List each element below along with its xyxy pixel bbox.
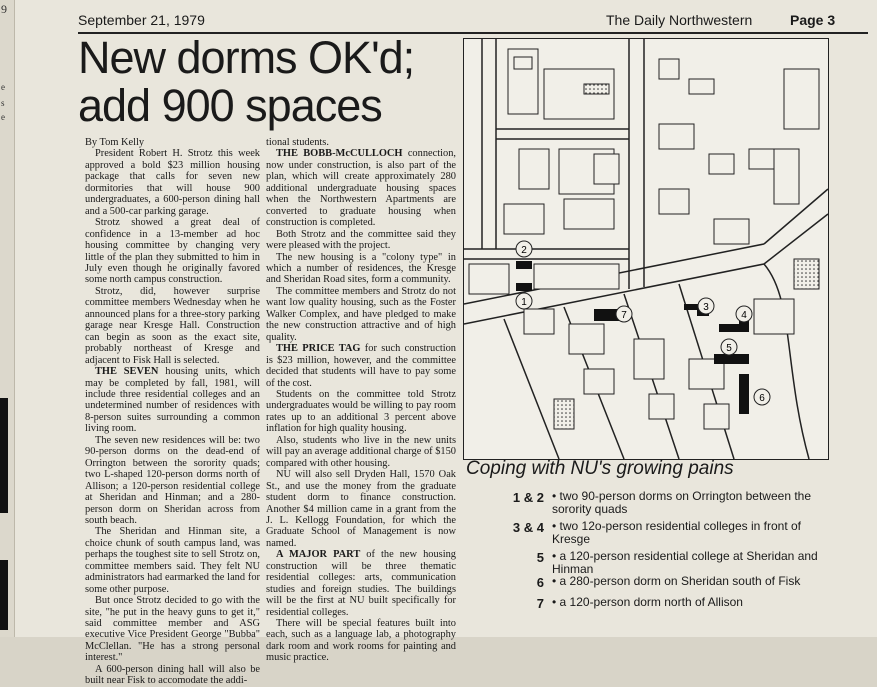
paragraph-text: By Tom Kelly bbox=[85, 137, 145, 148]
article-paragraph bbox=[85, 664, 260, 687]
paragraph-text: The committee members and Strotz do not want low quality housing, such as the Foster Walker Complex, and have pledged to make the new construction attractive and of high quality. bbox=[266, 285, 456, 343]
paragraph-text: Strotz showed a great deal of confidence in a 13-member ad hoc housing committee by changing very little of the plan they submitted to him in July even though he originally favored some north campus construction. bbox=[85, 217, 260, 286]
svg-text:6: 6 bbox=[759, 393, 765, 404]
headline-line: New dorms OK'd; bbox=[78, 32, 415, 83]
svg-text:1: 1 bbox=[521, 297, 527, 308]
marker-7 bbox=[616, 306, 632, 322]
paragraph-text: Also, students who live in the new units will pay an average additional charge of $150 compared with other housing. bbox=[266, 434, 456, 469]
legend-description: • a 120-person dorm north of Allison bbox=[552, 595, 743, 609]
marker-3 bbox=[698, 298, 714, 314]
paragraph-lead-in: A MAJOR PART bbox=[276, 549, 361, 561]
masthead bbox=[78, 10, 868, 34]
paragraph-text: connection, now under construction, is also part of the plan, which will create approximately 280 additional undergraduate housing spaces when the Northwestern Apartments are converted to graduate housing when construction is completed. bbox=[266, 148, 456, 229]
svg-text:5: 5 bbox=[726, 343, 732, 354]
article-paragraph bbox=[85, 595, 260, 664]
paragraph-text: The seven new residences will be: two 90-person dorms on the dead-end of Orrington between the sorority quads; two L-shaped 120-person dorms north of Allison; a 120-person residential college at Sheridan and Hinman; and a 280-person dorm on Sheridan across from south beach. bbox=[85, 434, 260, 526]
campus-map-drawing bbox=[464, 39, 828, 459]
paragraph-text: of the new housing construction will be three thematic residential colleges: arts, communication studies and foreign studies. The buildings will be the first at NU built specifically for residential colleges. bbox=[266, 549, 456, 618]
article-paragraph bbox=[266, 252, 456, 286]
article-paragraph bbox=[266, 549, 456, 618]
legend-site-number: 5 bbox=[536, 550, 544, 565]
legend-site-number: 7 bbox=[536, 596, 544, 611]
paragraph-text: President Robert H. Strotz this week approved a bold $23 million housing package that calls for seven new dormitories that will house 900 undergraduates, a 600-person dining hall and a 500-car parking garage. bbox=[85, 148, 260, 217]
paragraph-text: The new housing is a "colony type" in which a number of residences, the Kresge and Sheridan Road sites, form a community. bbox=[266, 251, 456, 286]
paragraph-lead-in: THE SEVEN bbox=[95, 366, 159, 378]
article-paragraph bbox=[85, 366, 260, 435]
article-paragraph bbox=[266, 389, 456, 435]
article-paragraph bbox=[85, 148, 260, 217]
svg-text:7: 7 bbox=[621, 310, 627, 321]
issue-date: September 21, 1979 bbox=[78, 12, 205, 28]
paragraph-text: There will be special features built into each, such as a language lab, a photography dark room and work rooms for painting and music practice. bbox=[266, 618, 456, 664]
article-paragraph bbox=[266, 469, 456, 549]
margin-glyph: 9 bbox=[1, 2, 7, 16]
campus-map bbox=[463, 38, 829, 460]
paragraph-text: Students on the committee told Strotz undergraduates would be willing to pay room rates up to an additional 3 percent above inflation for high quality housing. bbox=[266, 388, 456, 435]
paragraph-lead-in: THE PRICE TAG bbox=[276, 343, 361, 355]
legend-description: • a 120-person residential college at Sheridan and Hinman bbox=[552, 549, 818, 576]
margin-glyph: s bbox=[1, 98, 5, 108]
marker-1 bbox=[516, 293, 532, 309]
paragraph-text: A 600-person dining hall will also be built near Fisk to accomodate the addi- bbox=[85, 663, 260, 687]
marker-6 bbox=[754, 389, 770, 405]
article-paragraph bbox=[85, 526, 260, 595]
svg-text:2: 2 bbox=[521, 245, 527, 256]
paragraph-text: Both Strotz and the committee said they were pleased with the project. bbox=[266, 228, 456, 252]
legend-site-number: 3 & 4 bbox=[512, 520, 544, 535]
svg-text:4: 4 bbox=[741, 310, 747, 321]
paragraph-text: housing units, which may be completed by fall, 1981, will include three residential colleges and an undetermined number of residences with 8-person suites surrounding a common living room. bbox=[85, 366, 260, 435]
marker-4 bbox=[736, 306, 752, 322]
paragraph-text: tional students. bbox=[266, 137, 329, 148]
legend-description: • a 280-person dorm on Sheridan south of Fisk bbox=[552, 574, 801, 588]
margin-black-bar bbox=[0, 398, 8, 513]
legend-site-number: 6 bbox=[536, 575, 544, 590]
paragraph-lead-in: THE BOBB-McCULLOCH bbox=[276, 148, 403, 160]
legend-description: • two 12o-person residential colleges in front of Kresge bbox=[552, 519, 802, 546]
margin-glyph: e bbox=[1, 82, 5, 92]
legend-description: • two 90-person dorms on Orrington between the sorority quads bbox=[552, 489, 812, 516]
article-column-2 bbox=[266, 137, 456, 664]
article-paragraph bbox=[266, 286, 456, 343]
map-caption: Coping with NU's growing pains bbox=[466, 458, 734, 479]
headline bbox=[78, 34, 463, 130]
newspaper-name: The Daily Northwestern bbox=[606, 12, 753, 28]
article-paragraph bbox=[85, 435, 260, 527]
article-paragraph bbox=[266, 229, 456, 252]
article-paragraph bbox=[85, 286, 260, 366]
marker-5 bbox=[721, 339, 737, 355]
paragraph-text: The Sheridan and Hinman site, a choice chunk of south campus land, was perhaps the toughest site to sell Strotz on, committee members said. They felt NU administrators had earmarked the land for some other purpose. bbox=[85, 526, 260, 595]
article-paragraph bbox=[266, 137, 456, 148]
article-paragraph bbox=[85, 137, 260, 148]
article-paragraph bbox=[85, 217, 260, 286]
previous-page-margin bbox=[0, 0, 15, 637]
page-number: Page 3 bbox=[790, 12, 836, 28]
margin-glyph: e bbox=[1, 112, 5, 122]
article-paragraph bbox=[266, 343, 456, 389]
article-paragraph bbox=[266, 618, 456, 664]
legend-site-number: 1 & 2 bbox=[512, 490, 544, 505]
marker-2 bbox=[516, 241, 532, 257]
paragraph-text: for such construction is $23 million, however, and the committee decided that students will have to pay some of the cost. bbox=[266, 343, 456, 389]
paragraph-text: But once Strotz decided to go with the site, "he put in the heavy guns to get it," said committee member and ASG executive Vice President George "Bubba" McClellan. "He has a strong personal interest." bbox=[85, 595, 260, 664]
headline-line: add 900 spaces bbox=[78, 80, 382, 131]
article-paragraph bbox=[266, 435, 456, 469]
article-paragraph bbox=[266, 148, 456, 228]
article-column-1 bbox=[85, 137, 260, 687]
margin-black-bar bbox=[0, 560, 8, 630]
paragraph-text: Strotz, did, however surprise committee members Wednesday when he announced plans for a three-story parking garage near Kresge Hall. Construction can begin as soon as the exact site, probably northeast of Kresge and adjacent to Fisk Hall is selected. bbox=[85, 285, 260, 366]
paragraph-text: NU will also sell Dryden Hall, 1570 Oak St., and use the money from the graduate student dorm to finance construction. Another $4 million came in a grant from the J. L. Kellogg Foundation, for which the Graduate School of Management is now named. bbox=[266, 469, 456, 549]
svg-text:3: 3 bbox=[703, 302, 709, 313]
